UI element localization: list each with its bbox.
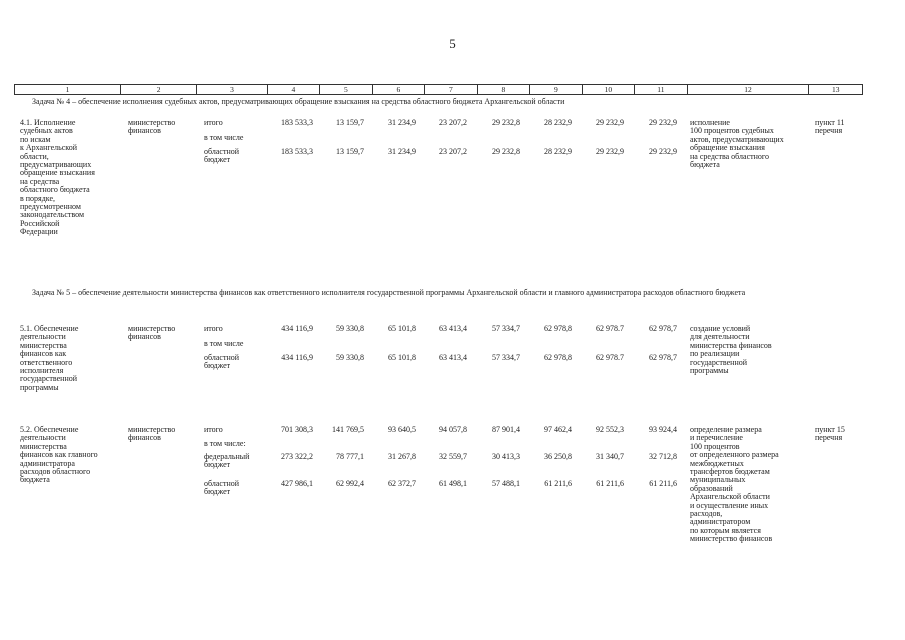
- value-cell: 434 116,9: [281, 324, 313, 333]
- value-cell: 29 232,9: [649, 118, 677, 127]
- value-cell: 32 712,8: [649, 452, 677, 461]
- task-4-heading: Задача № 4 – обеспечение исполнения судебных актов, предусматривающих обращение взыскания на средства областного бюджета Архангельской области: [32, 97, 565, 106]
- value-cell: 92 552,3: [596, 425, 624, 434]
- value-cell: 93 640,5: [388, 425, 416, 434]
- value-cell: 183 533,3: [281, 118, 313, 127]
- value-cell: 61 211,6: [649, 479, 677, 488]
- table-header-row: [14, 84, 863, 95]
- value-cell: 94 057,8: [439, 425, 467, 434]
- row-4-1-src-total: итого: [204, 118, 223, 127]
- value-cell: 57 334,7: [492, 324, 520, 333]
- header-col-5: 5: [320, 85, 373, 94]
- value-cell: 36 250,8: [544, 452, 572, 461]
- value-cell: 29 232,9: [649, 147, 677, 156]
- row-5-2-reference: пункт 15 перечня: [815, 425, 845, 443]
- value-cell: 701 308,3: [281, 425, 313, 434]
- row-4-1-result: исполнение 100 процентов судебных актов, предусматривающих обращение взыскания на средства областного бюджета: [690, 118, 784, 170]
- row-4-1-reference: пункт 11 перечня: [815, 118, 845, 136]
- header-col-6: 6: [373, 85, 426, 94]
- value-cell: 31 340,7: [596, 452, 624, 461]
- value-cell: 28 232,9: [544, 118, 572, 127]
- value-cell: 59 330,8: [336, 353, 364, 362]
- value-cell: 62 978,7: [649, 324, 677, 333]
- header-col-4: 4: [268, 85, 321, 94]
- row-5-2-src-including: в том числе:: [204, 439, 246, 448]
- value-cell: 273 322,2: [281, 452, 313, 461]
- value-cell: 29 232,8: [492, 147, 520, 156]
- value-cell: 61 211,6: [596, 479, 624, 488]
- value-cell: 183 533,3: [281, 147, 313, 156]
- value-cell: 13 159,7: [336, 118, 364, 127]
- value-cell: 62 372,7: [388, 479, 416, 488]
- row-5-1-src-total: итого: [204, 324, 223, 333]
- value-cell: 62 978,8: [544, 353, 572, 362]
- value-cell: 57 488,1: [492, 479, 520, 488]
- value-cell: 62 978,7: [649, 353, 677, 362]
- value-cell: 29 232,8: [492, 118, 520, 127]
- value-cell: 63 413,4: [439, 324, 467, 333]
- value-cell: 23 207,2: [439, 118, 467, 127]
- header-col-9: 9: [530, 85, 583, 94]
- value-cell: 78 777,1: [336, 452, 364, 461]
- row-5-2-result: определение размера и перечисление 100 процентов от определенного размера межбюджетных трансфертов бюджетам муниципальных образований Архангельской области и осуществление иных расходов, администратором по которым является министерство финансов: [690, 425, 779, 544]
- value-cell: 62 992,4: [336, 479, 364, 488]
- row-5-1-executor: министерство финансов: [128, 324, 176, 342]
- header-col-8: 8: [478, 85, 531, 94]
- row-4-1-src-including: в том числе: [204, 133, 244, 142]
- row-5-2-src-total: итого: [204, 425, 223, 434]
- row-5-1-src-including: в том числе: [204, 339, 244, 348]
- task-5-heading: Задача № 5 – обеспечение деятельности министерства финансов как ответственного исполнителя государственной программы Архангельской области и главного администратора расходов областного бюджета: [32, 288, 746, 297]
- header-col-7: 7: [425, 85, 478, 94]
- value-cell: 61 498,1: [439, 479, 467, 488]
- row-5-1-src-regional: областной бюджет: [204, 353, 240, 371]
- header-col-10: 10: [583, 85, 636, 94]
- page-number: 5: [449, 36, 456, 51]
- value-cell: 93 924,4: [649, 425, 677, 434]
- header-col-2: 2: [121, 85, 197, 94]
- value-cell: 31 234,9: [388, 118, 416, 127]
- row-5-2-src-regional: областной бюджет: [204, 479, 240, 497]
- header-col-1: 1: [15, 85, 121, 94]
- row-5-2-executor: министерство финансов: [128, 425, 176, 443]
- header-col-13: 13: [831, 85, 840, 94]
- value-cell: 61 211,6: [544, 479, 572, 488]
- value-cell: 23 207,2: [439, 147, 467, 156]
- value-cell: 31 234,9: [388, 147, 416, 156]
- value-cell: 65 101,8: [388, 353, 416, 362]
- value-cell: 57 334,7: [492, 353, 520, 362]
- value-cell: 97 462,4: [544, 425, 572, 434]
- value-cell: 32 559,7: [439, 452, 467, 461]
- value-cell: 63 413,4: [439, 353, 467, 362]
- value-cell: 434 116,9: [281, 353, 313, 362]
- value-cell: 87 901,4: [492, 425, 520, 434]
- row-5-2-src-federal: федеральный бюджет: [204, 452, 250, 470]
- value-cell: 62 978.7: [596, 324, 624, 333]
- value-cell: 65 101,8: [388, 324, 416, 333]
- row-4-1-src-regional: областной бюджет: [204, 147, 240, 165]
- value-cell: 13 159,7: [336, 147, 364, 156]
- value-cell: 62 978,8: [544, 324, 572, 333]
- value-cell: 62 978.7: [596, 353, 624, 362]
- row-5-2-name: 5.2. Обеспечение деятельности министерства финансов как главного администратора расходов областного бюджета: [20, 425, 98, 485]
- header-col-11: 11: [635, 85, 688, 94]
- header-col-12: 12: [688, 85, 810, 94]
- row-4-1-name: 4.1. Исполнение судебных актов по искам к Архангельской области, предусматривающих обращение взыскания на средства областного бюджета в порядке, предусмотренном законодательством Российской Федерации: [20, 118, 95, 237]
- value-cell: 141 769,5: [332, 425, 364, 434]
- value-cell: 29 232,9: [596, 147, 624, 156]
- value-cell: 31 267,8: [388, 452, 416, 461]
- value-cell: 29 232,9: [596, 118, 624, 127]
- row-4-1-executor: министерство финансов: [128, 118, 176, 136]
- value-cell: 59 330,8: [336, 324, 364, 333]
- value-cell: 427 986,1: [281, 479, 313, 488]
- value-cell: 28 232,9: [544, 147, 572, 156]
- header-col-3: 3: [197, 85, 267, 94]
- value-cell: 30 413,3: [492, 452, 520, 461]
- row-5-1-name: 5.1. Обеспечение деятельности министерства финансов как ответственного исполнителя государственной программы: [20, 324, 79, 392]
- row-5-1-result: создание условий для деятельности министерства финансов по реализации государственной программы: [690, 324, 772, 376]
